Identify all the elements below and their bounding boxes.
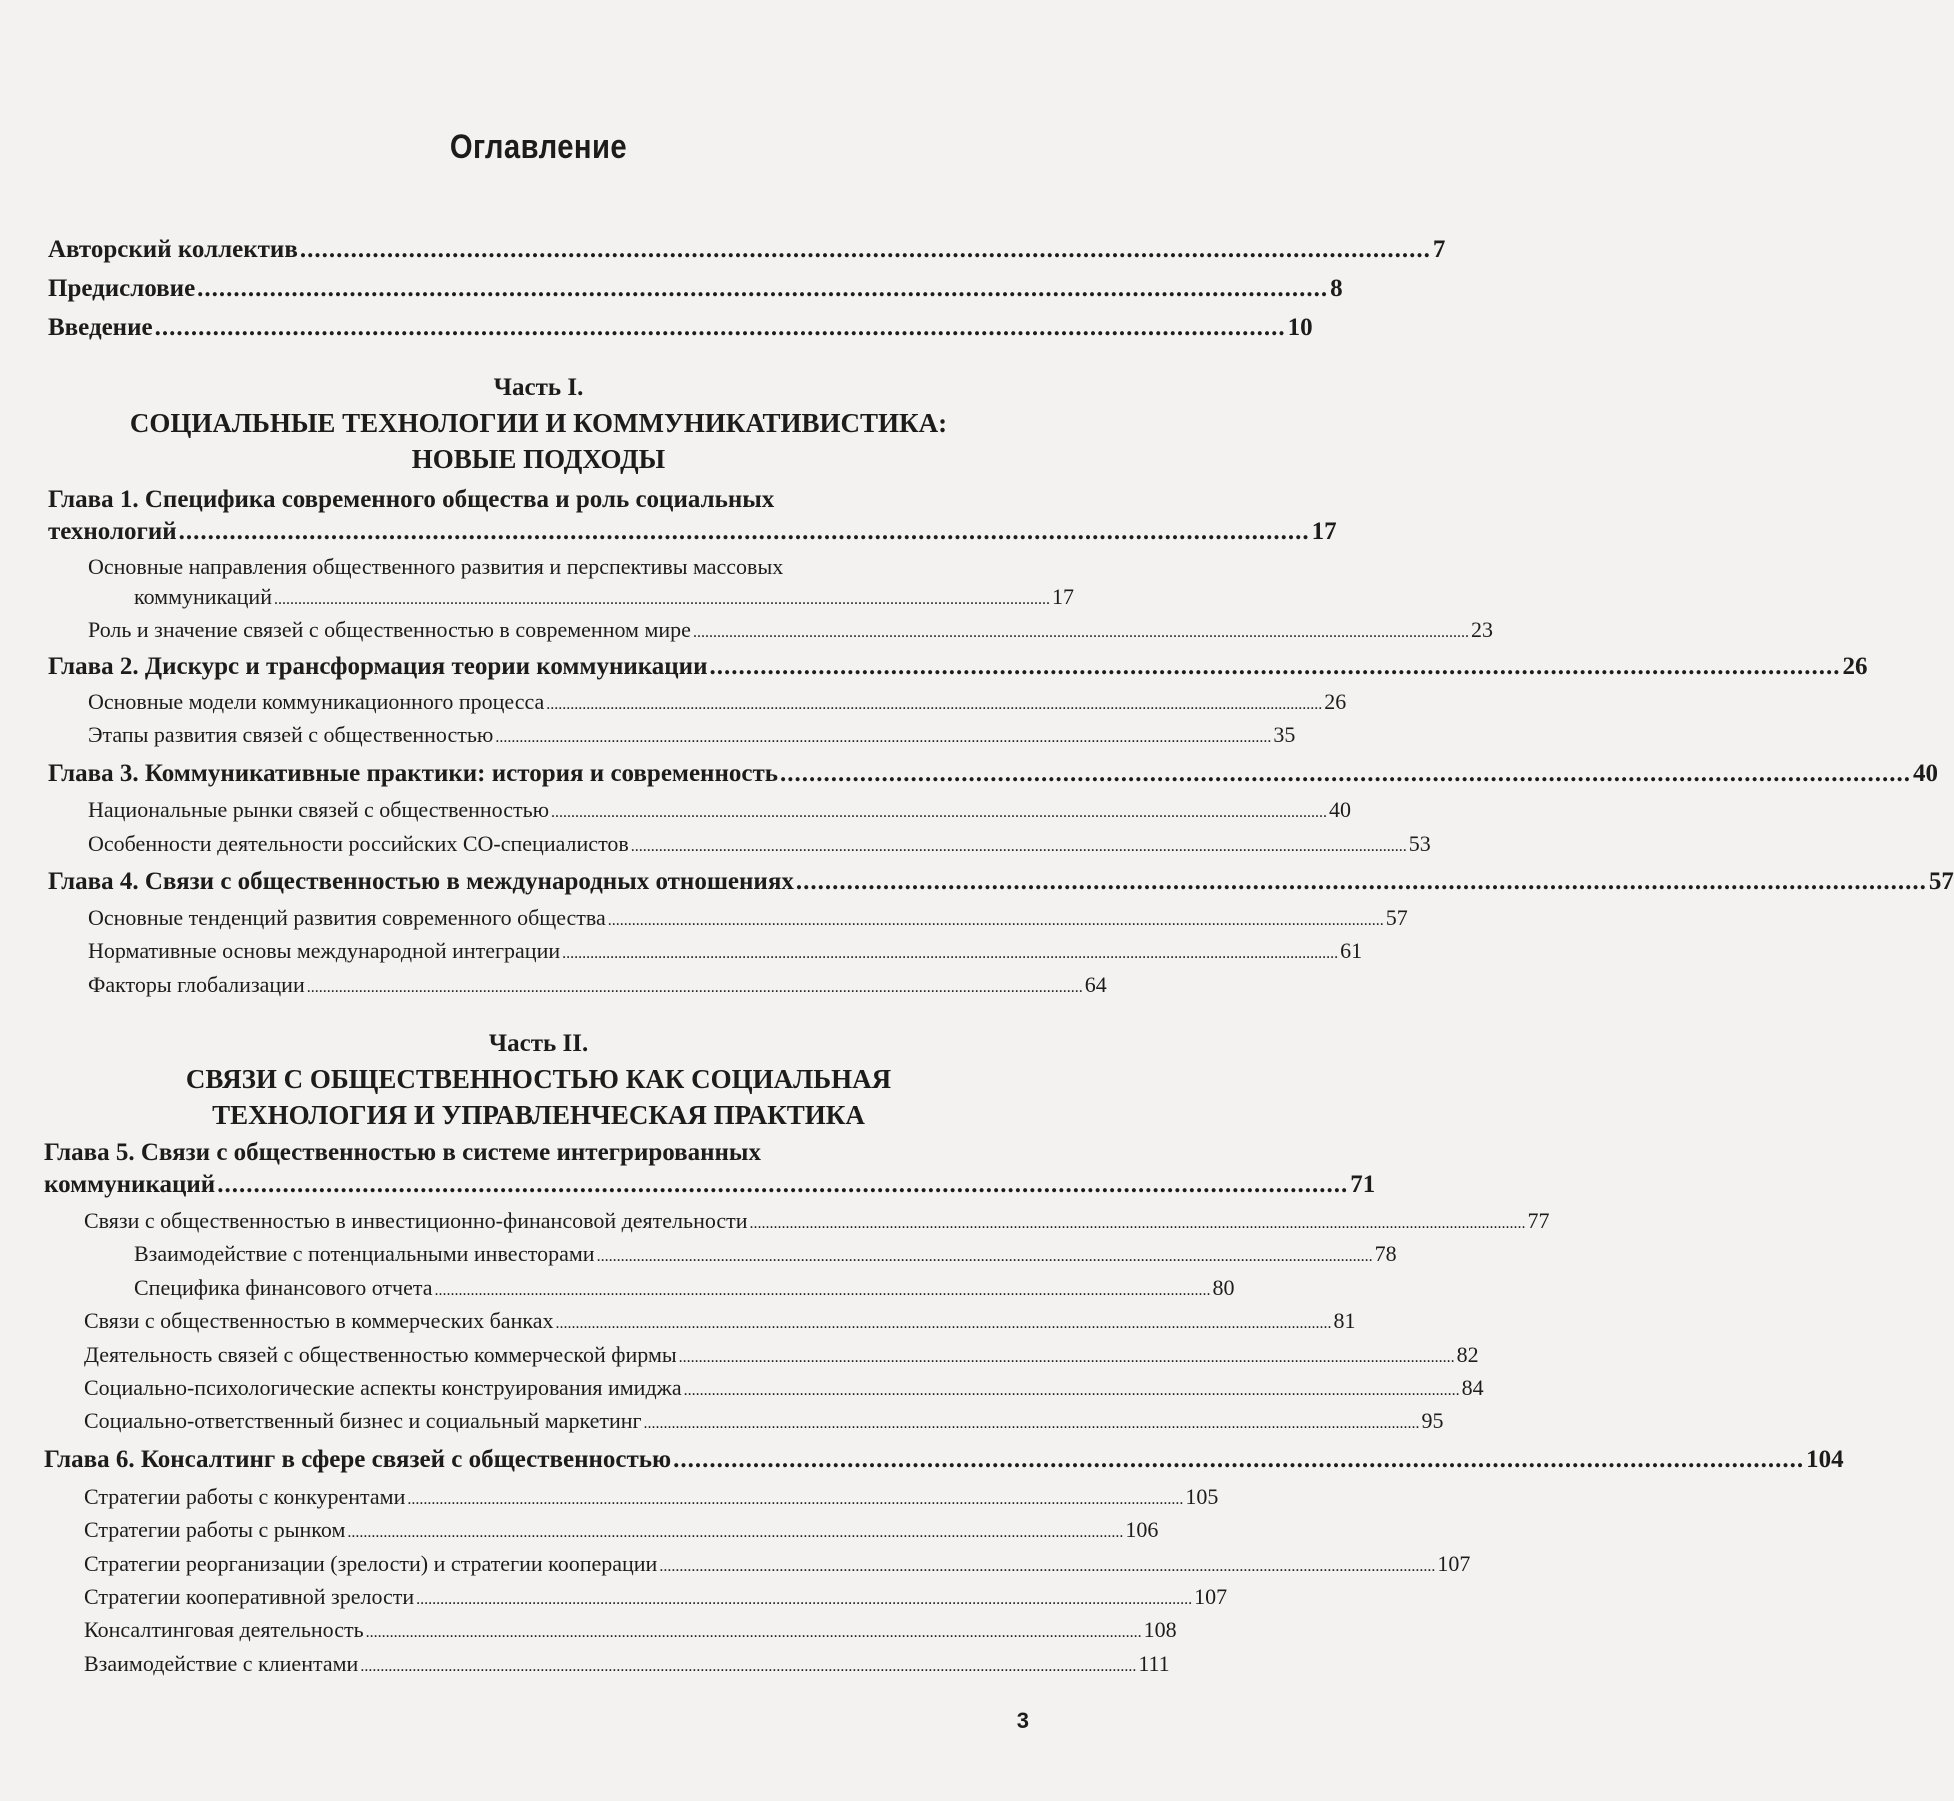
leader-dots: ............................................................................................................................................................ <box>795 868 1927 895</box>
toc-entry-chapter[interactable] <box>48 760 1938 788</box>
toc-entry-section[interactable] <box>84 1484 1219 1510</box>
toc-page-number: 17 <box>1311 518 1337 545</box>
toc-entry-label: Авторский коллектив <box>48 236 298 263</box>
toc-entry-label: технологий <box>48 518 177 545</box>
toc-entry-section[interactable] <box>84 1617 1177 1643</box>
toc-page-number: 108 <box>1143 1617 1177 1642</box>
toc-entry-label: Глава 4. Связи с общественностью в международных отношениях <box>48 868 794 895</box>
toc-page-number: 23 <box>1470 617 1493 642</box>
toc-page-number: 40 <box>1329 797 1352 822</box>
leader-dots: .................................................................................................................................................................................................. <box>551 804 1328 821</box>
toc-page-number: 26 <box>1842 653 1868 680</box>
leader-dots: .................................................................................................................................................................................................. <box>306 979 1083 996</box>
part-title-line: СОЦИАЛЬНЫЕ ТЕХНОЛОГИИ И КОММУНИКАТИВИСТИКА: <box>129 408 948 438</box>
toc-page-number: 17 <box>1051 584 1074 609</box>
toc-entry-label: Нормативные основы международной интеграции <box>88 938 561 963</box>
toc-entry-chapter[interactable] <box>48 868 1954 896</box>
toc-page-number: 35 <box>1273 722 1296 747</box>
toc-page-number: 81 <box>1333 1308 1356 1333</box>
toc-entry-section[interactable] <box>84 1308 1356 1334</box>
toc-entry-section[interactable] <box>84 1375 1484 1401</box>
leader-dots: .................................................................................................................................................................................................. <box>555 1315 1332 1332</box>
toc-entry-subsection[interactable] <box>134 1241 1397 1267</box>
toc-entry-label: Стратегии реорганизации (зрелости) и стратегии кооперации <box>84 1551 658 1576</box>
toc-page-number: 64 <box>1084 972 1107 997</box>
toc-entry-label: Социально-психологические аспекты конструирования имиджа <box>84 1375 682 1400</box>
toc-page-number: 53 <box>1408 831 1431 856</box>
page-number: 3 <box>1016 1708 1029 1733</box>
section-heading[interactable]: Основные направления общественного развития и перспективы массовых <box>88 554 784 579</box>
toc-page-number: 80 <box>1212 1275 1235 1300</box>
toc-entry-section[interactable] <box>84 1551 1471 1577</box>
leader-dots: .................................................................................................................................................................................................. <box>659 1558 1436 1575</box>
part-title-line: НОВЫЕ ПОДХОДЫ <box>411 444 666 474</box>
part-label: Часть II. <box>488 1030 589 1057</box>
leader-dots: .................................................................................................................................................................................................. <box>749 1215 1526 1232</box>
toc-entry-label: Введение <box>48 314 153 341</box>
toc-entry-label: Роль и значение связей с общественностью в современном мире <box>88 617 691 642</box>
toc-page-number: 26 <box>1324 689 1347 714</box>
toc-entry-section[interactable] <box>88 938 1363 964</box>
leader-dots: ............................................................................................................................................................ <box>779 760 1911 787</box>
toc-page-number: 105 <box>1185 1484 1219 1509</box>
toc-entry-section[interactable] <box>88 722 1296 748</box>
toc-page-number: 82 <box>1456 1342 1479 1367</box>
leader-dots: .................................................................................................................................................................................................. <box>607 912 1384 929</box>
toc-entry-authors[interactable] <box>48 236 1446 264</box>
toc-entry-chapter[interactable] <box>44 1171 1376 1199</box>
leader-dots: ............................................................................................................................................................ <box>217 1171 1349 1198</box>
toc-page-number: 71 <box>1350 1171 1376 1198</box>
page-title: Оглавление <box>449 128 628 166</box>
leader-dots: .................................................................................................................................................................................................. <box>546 696 1323 713</box>
leader-dots: .................................................................................................................................................................................................. <box>365 1624 1142 1641</box>
leader-dots: .................................................................................................................................................................................................. <box>434 1282 1211 1299</box>
leader-dots: .................................................................................................................................................................................................. <box>407 1491 1184 1508</box>
toc-entry-label: Взаимодействие с потенциальными инвесторами <box>134 1241 595 1266</box>
toc-entry-label: Национальные рынки связей с общественностью <box>88 797 550 822</box>
toc-entry-chapter[interactable] <box>48 653 1868 681</box>
toc-entry-label: коммуникаций <box>44 1171 216 1198</box>
toc-entry-label: Особенности деятельности российских СО-специалистов <box>88 831 629 856</box>
toc-entry-label: Взаимодействие с клиентами <box>84 1651 359 1676</box>
chapter-heading[interactable]: Глава 1. Специфика современного общества и роль социальных <box>48 486 775 513</box>
part-title-line: ТЕХНОЛОГИЯ И УПРАВЛЕНЧЕСКАЯ ПРАКТИКА <box>212 1100 865 1130</box>
toc-entry-label: Основные модели коммуникационного процесса <box>88 689 545 714</box>
leader-dots: .................................................................................................................................................................................................. <box>347 1524 1124 1541</box>
toc-entry-section[interactable] <box>88 617 1493 643</box>
toc-entry-label: Глава 3. Коммуникативные практики: история и современность <box>48 760 778 787</box>
part-label: Часть I. <box>493 374 584 401</box>
toc-entry-label: Связи с общественностью в коммерческих банках <box>84 1308 554 1333</box>
toc-entry-label: Предисловие <box>48 275 196 302</box>
part-title-line: СВЯЗИ С ОБЩЕСТВЕННОСТЬЮ КАК СОЦИАЛЬНАЯ <box>185 1064 892 1094</box>
leader-dots: .................................................................................................................................................................................................. <box>416 1591 1193 1608</box>
toc-entry-preface[interactable] <box>48 275 1343 303</box>
toc-entry-section[interactable] <box>84 1651 1170 1677</box>
toc-entry-label: Стратегии работы с рынком <box>84 1517 346 1542</box>
toc-page-number: 107 <box>1194 1584 1228 1609</box>
toc-entry-section[interactable] <box>84 1208 1550 1234</box>
toc-entry-label: Специфика финансового отчета <box>134 1275 433 1300</box>
toc-page-number: 95 <box>1421 1408 1444 1433</box>
toc-page-number: 107 <box>1437 1551 1471 1576</box>
toc-page-number: 104 <box>1806 1446 1844 1473</box>
toc-entry-section[interactable] <box>88 797 1352 823</box>
toc-page-number: 7 <box>1432 236 1446 263</box>
toc-entry-label: Связи с общественностью в инвестиционно-финансовой деятельности <box>84 1208 748 1233</box>
leader-dots: .................................................................................................................................................................................................. <box>360 1658 1137 1675</box>
toc-entry-section[interactable] <box>134 584 1074 610</box>
toc-entry-label: Этапы развития связей с общественностью <box>88 722 494 747</box>
leader-dots: .................................................................................................................................................................................................. <box>678 1349 1455 1366</box>
leader-dots: .................................................................................................................................................................................................. <box>495 729 1272 746</box>
toc-page-number: 8 <box>1330 275 1343 302</box>
leader-dots: .................................................................................................................................................................................................. <box>562 945 1339 962</box>
leader-dots: ............................................................................................................................................................ <box>178 518 1310 545</box>
toc-entry-label: Социально-ответственный бизнес и социальный маркетинг <box>84 1408 642 1433</box>
toc-entry-label: Глава 2. Дискурс и трансформация теории коммуникации <box>48 653 708 680</box>
toc-entry-label: коммуникаций <box>134 584 272 609</box>
leader-dots: .................................................................................................................................................................................................. <box>692 624 1469 641</box>
toc-entry-section[interactable] <box>88 689 1347 715</box>
toc-page-number: 111 <box>1138 1651 1170 1676</box>
toc-entry-chapter[interactable] <box>48 518 1337 546</box>
toc-entry-section[interactable] <box>84 1584 1228 1610</box>
toc-page-number: 106 <box>1125 1517 1159 1542</box>
toc-entry-section[interactable] <box>88 972 1107 998</box>
toc-entry-label: Стратегии работы с конкурентами <box>84 1484 406 1509</box>
leader-dots: ............................................................................................................................................................ <box>709 653 1841 680</box>
toc-entry-label: Стратегии кооперативной зрелости <box>84 1584 415 1609</box>
toc-page-number: 77 <box>1527 1208 1550 1233</box>
toc-entry-label: Факторы глобализации <box>88 972 305 997</box>
toc-entry-introduction[interactable] <box>48 314 1313 342</box>
toc-entry-label: Консалтинговая деятельность <box>84 1617 364 1642</box>
leader-dots: .................................................................................................................................................................................................. <box>683 1382 1460 1399</box>
leader-dots: ............................................................................................................................................................ <box>197 275 1329 302</box>
toc-page-number: 57 <box>1385 905 1408 930</box>
toc-entry-subsection[interactable] <box>134 1275 1235 1301</box>
toc-entry-section[interactable] <box>84 1342 1479 1368</box>
leader-dots: .................................................................................................................................................................................................. <box>630 838 1407 855</box>
toc-entry-chapter[interactable] <box>44 1446 1844 1474</box>
leader-dots: ............................................................................................................................................................ <box>673 1446 1805 1473</box>
toc-entry-section[interactable] <box>88 905 1408 931</box>
toc-entry-section[interactable] <box>88 831 1431 857</box>
leader-dots: .................................................................................................................................................................................................. <box>273 591 1050 608</box>
leader-dots: ............................................................................................................................................................ <box>154 314 1286 341</box>
toc-page-number: 61 <box>1340 938 1363 963</box>
toc-page-number: 10 <box>1287 314 1313 341</box>
toc-entry-label: Деятельность связей с общественностью коммерческой фирмы <box>84 1342 677 1367</box>
leader-dots: .................................................................................................................................................................................................. <box>643 1415 1420 1432</box>
leader-dots: ............................................................................................................................................................ <box>299 236 1431 263</box>
chapter-heading[interactable]: Глава 5. Связи с общественностью в системе интегрированных <box>44 1139 761 1166</box>
toc-page-number: 78 <box>1374 1241 1397 1266</box>
leader-dots: .................................................................................................................................................................................................. <box>596 1248 1373 1265</box>
toc-page-number: 40 <box>1912 760 1938 787</box>
toc-entry-label: Основные тенденций развития современного общества <box>88 905 606 930</box>
toc-entry-section[interactable] <box>84 1517 1159 1543</box>
toc-entry-label: Глава 6. Консалтинг в сфере связей с общественностью <box>44 1446 672 1473</box>
toc-entry-section[interactable] <box>84 1408 1444 1434</box>
toc-page-number: 84 <box>1461 1375 1484 1400</box>
toc-page-number: 57 <box>1928 868 1954 895</box>
